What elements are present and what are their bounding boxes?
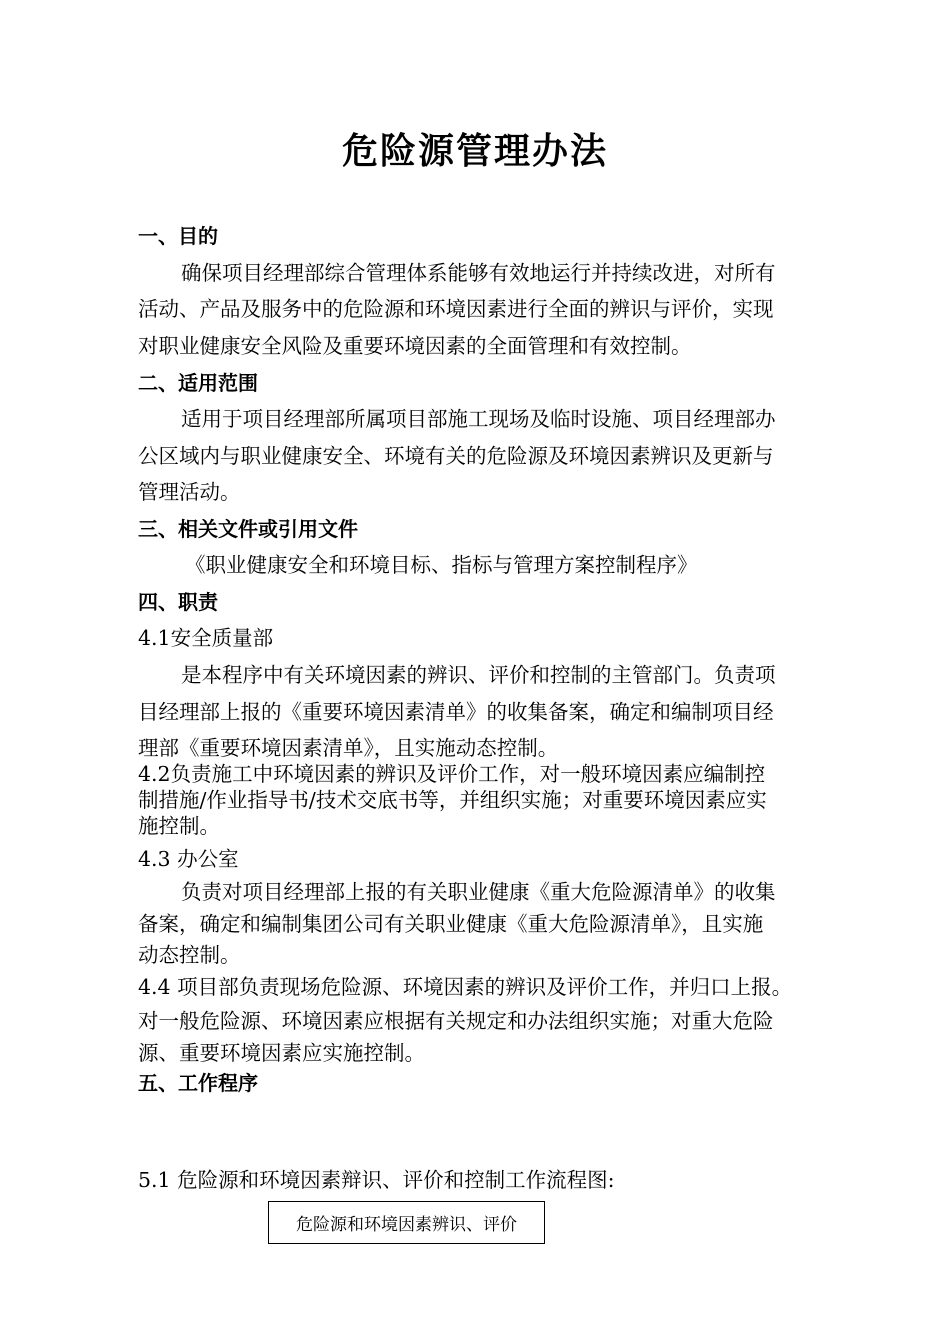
flowchart-box-label: 危险源和环境因素辨识、评价 xyxy=(296,1215,517,1235)
referenced-document: 《职业健康安全和环境目标、指标与管理方案控制程序》 xyxy=(185,553,698,577)
subsection-4-3-title: 4.3 办公室 xyxy=(138,847,239,871)
section-2-heading: 二、适用范围 xyxy=(138,371,258,395)
subsection-4-2-line: 4.2负责施工中环境因素的辨识及评价工作，对一般环境因素应编制控 xyxy=(138,762,766,786)
section-4-heading: 四、职责 xyxy=(138,590,218,614)
section-1-paragraph-line: 对职业健康安全风险及重要环境因素的全面管理和有效控制。 xyxy=(138,334,692,358)
flowchart-box-identification xyxy=(268,1201,545,1244)
subsection-4-3-line: 备案，确定和编制集团公司有关职业健康《重大危险源清单》，且实施 xyxy=(138,912,764,936)
subsection-4-2-line: 制措施/作业指导书/技术交底书等，并组织实施；对重要环境因素应实 xyxy=(138,788,767,812)
subsection-4-1-line: 是本程序中有关环境因素的辨识、评价和控制的主管部门。负责项 xyxy=(181,663,776,687)
page-title: 危险源管理办法 xyxy=(341,131,608,172)
section-3-heading: 三、相关文件或引用文件 xyxy=(138,517,358,541)
subsection-4-2-line: 施控制。 xyxy=(138,814,220,838)
subsection-4-4-line: 源、重要环境因素应实施控制。 xyxy=(138,1041,425,1065)
subsection-4-3-line: 负责对项目经理部上报的有关职业健康《重大危险源清单》的收集 xyxy=(181,880,776,904)
subsection-4-1-line: 理部《重要环境因素清单》，且实施动态控制。 xyxy=(138,736,559,760)
section-2-paragraph-line: 公区域内与职业健康安全、环境有关的危险源及环境因素辨识及更新与 xyxy=(138,444,774,468)
section-2-paragraph-line: 适用于项目经理部所属项目部施工现场及临时设施、项目经理部办 xyxy=(181,407,776,431)
section-2-paragraph-line: 管理活动。 xyxy=(138,480,241,504)
subsection-4-4-line: 4.4 项目部负责现场危险源、环境因素的辨识及评价工作，并归口上报。 xyxy=(138,975,793,999)
subsection-4-4-line: 对一般危险源、环境因素应根据有关规定和办法组织实施；对重大危险 xyxy=(138,1009,774,1033)
section-1-paragraph-line: 确保项目经理部综合管理体系能够有效地运行并持续改进，对所有 xyxy=(181,261,776,285)
subsection-4-1-title: 4.1安全质量部 xyxy=(138,626,274,650)
subsection-5-1-title: 5.1 危险源和环境因素辩识、评价和控制工作流程图: xyxy=(138,1168,615,1192)
subsection-4-1-line: 目经理部上报的《重要环境因素清单》的收集备案，确定和编制项目经 xyxy=(138,700,774,724)
subsection-4-3-line: 动态控制。 xyxy=(138,943,241,967)
section-1-heading: 一、目的 xyxy=(138,224,218,248)
section-5-heading: 五、工作程序 xyxy=(138,1071,258,1095)
section-1-paragraph-line: 活动、产品及服务中的危险源和环境因素进行全面的辨识与评价，实现 xyxy=(138,297,774,321)
